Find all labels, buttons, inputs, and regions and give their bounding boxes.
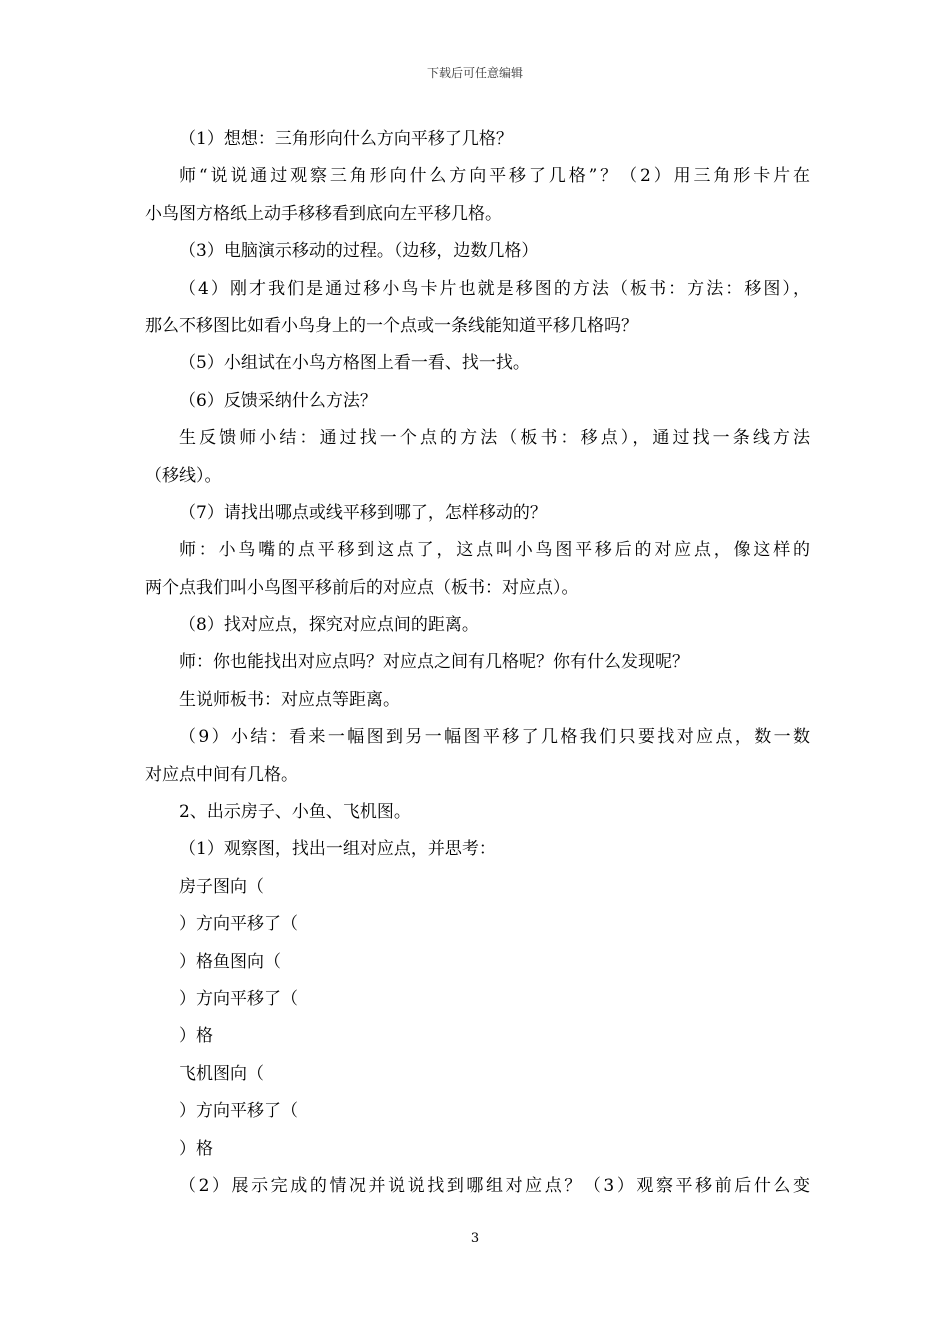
text-line: ）格鱼图向（	[179, 951, 281, 972]
text-line: ）方向平移了（	[179, 1101, 298, 1122]
text-line: （移线）。	[145, 465, 222, 486]
text-line: ）方向平移了（	[179, 988, 298, 1009]
text-line: （8）找对应点，探究对应点间的距离。	[179, 615, 479, 636]
page-header: 下载后可任意编辑	[426, 66, 523, 80]
text-line: ）格	[179, 1026, 213, 1047]
text-line: （3）电脑演示移动的过程。（边移，边数几格）	[179, 241, 539, 262]
text-line: （1）观察图，找出一组对应点，并思考：	[179, 839, 496, 860]
text-line: 师“说说通过观察三角形向什么方向平移了几格”？（2）用三角形卡片在	[179, 166, 810, 187]
text-line: 师：小鸟嘴的点平移到这点了，这点叫小鸟图平移后的对应点，像这样的	[179, 540, 810, 561]
text-line: 生反馈师小结：通过找一个点的方法（板书：移点），通过找一条线方法	[179, 428, 810, 449]
text-line: 2、出示房子、小鱼、飞机图。	[179, 802, 411, 823]
text-line: ）格	[179, 1138, 213, 1159]
text-line: ）方向平移了（	[179, 914, 298, 935]
text-line: （2）展示完成的情况并说说找到哪组对应点？（3）观察平移前后什么变	[179, 1175, 810, 1196]
text-line: （4）刚才我们是通过移小鸟卡片也就是移图的方法（板书：方法：移图），	[179, 278, 810, 299]
text-line: 飞机图向（	[179, 1063, 264, 1084]
text-line: 那么不移图比如看小鸟身上的一个点或一条线能知道平移几格吗？	[145, 315, 638, 336]
text-line: （9）小结：看来一幅图到另一幅图平移了几格我们只要找对应点，数一数	[179, 727, 810, 748]
text-line: 小鸟图方格纸上动手移移看到底向左平移几格。	[145, 203, 502, 224]
body-text	[145, 121, 810, 1205]
text-line: 生说师板书：对应点等距离。	[179, 689, 400, 710]
text-line: （7）请找出哪点或线平移到哪了，怎样移动的？	[179, 502, 547, 523]
text-line: 对应点中间有几格。	[145, 764, 298, 785]
page-number: 3	[470, 1231, 480, 1246]
text-line: 房子图向（	[179, 876, 264, 897]
text-line: （1）想想：三角形向什么方向平移了几格？	[179, 129, 513, 149]
text-line: 两个点我们叫小鸟图平移前后的对应点（板书：对应点）。	[145, 577, 579, 598]
text-line: （6）反馈采纳什么方法？	[179, 390, 377, 411]
text-line: 师：你也能找出对应点吗？对应点之间有几格呢？你有什么发现呢？	[179, 652, 689, 673]
text-line: （5）小组试在小鸟方格图上看一看、找一找。	[179, 353, 530, 374]
